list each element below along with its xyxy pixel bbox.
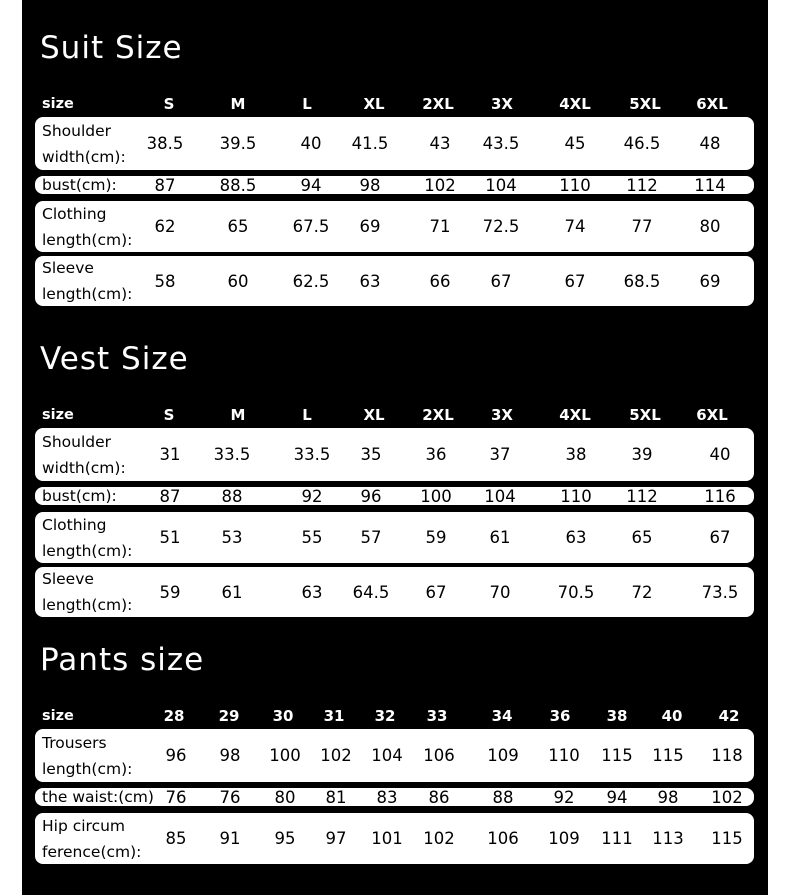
suit-value-cell: 62 xyxy=(154,217,176,236)
suit-value-cell: 77 xyxy=(631,217,653,236)
suit-size-header: 3X xyxy=(490,95,514,113)
row-label-line: bust(cm): xyxy=(42,487,117,505)
pants-value-cell: 101 xyxy=(371,829,403,848)
vest-value-cell: 72 xyxy=(631,582,653,602)
pants-value-cell: 109 xyxy=(487,746,519,765)
pants-value-cell: 106 xyxy=(423,746,455,765)
row-label-line: length(cm): xyxy=(42,759,133,778)
pants-row-label xyxy=(42,813,141,864)
suit-value-cell: 43.5 xyxy=(482,134,520,153)
vest-value-cell: 100 xyxy=(420,486,452,506)
pants-value-cell: 104 xyxy=(371,746,403,765)
pants-value-cell: 81 xyxy=(325,787,347,807)
suit-value-cell: 88.5 xyxy=(219,175,257,195)
vest-value-cell: 39 xyxy=(631,445,653,464)
suit-value-cell: 48 xyxy=(699,134,721,153)
suit-value-cell: 65 xyxy=(227,217,249,236)
pants-row-label xyxy=(42,729,132,782)
pants-value-cell: 88 xyxy=(492,787,514,807)
vest-value-cell: 104 xyxy=(484,486,516,506)
vest-table-row xyxy=(35,512,754,563)
vest-size-header: 3X xyxy=(490,406,514,424)
vest-size-header: S xyxy=(163,406,175,424)
suit-value-cell: 110 xyxy=(559,175,591,195)
pants-value-cell: 115 xyxy=(711,829,743,848)
pants-value-cell: 80 xyxy=(274,787,296,807)
vest-size-header: 2XL xyxy=(422,406,454,424)
pants-value-cell: 94 xyxy=(606,787,628,807)
vest-size-header: 5XL xyxy=(629,406,661,424)
suit-table-row xyxy=(35,256,754,306)
pants-header-row xyxy=(35,705,754,727)
vest-table-row xyxy=(35,487,754,505)
row-label-line: Shoulder xyxy=(42,121,112,140)
row-label-line: Clothing xyxy=(42,515,107,534)
vest-value-cell: 36 xyxy=(425,445,447,464)
suit-size-label: size xyxy=(42,96,74,112)
vest-value-cell: 92 xyxy=(301,486,323,506)
suit-value-cell: 98 xyxy=(359,175,381,195)
row-label-line: length(cm): xyxy=(42,285,133,303)
vest-size-header: XL xyxy=(363,406,385,424)
suit-value-cell: 39.5 xyxy=(219,134,257,153)
vest-value-cell: 112 xyxy=(626,486,658,506)
suit-value-cell: 43 xyxy=(429,134,451,153)
suit-value-cell: 66 xyxy=(429,271,451,291)
row-label-line: bust(cm): xyxy=(42,176,117,194)
pants-value-cell: 100 xyxy=(269,746,301,765)
pants-value-cell: 76 xyxy=(165,787,187,807)
pants-size-header: 31 xyxy=(323,707,345,725)
pants-size-header: 36 xyxy=(549,707,571,725)
vest-value-cell: 73.5 xyxy=(701,582,739,602)
pants-table-row xyxy=(35,813,754,864)
vest-value-cell: 64.5 xyxy=(352,582,390,602)
suit-value-cell: 104 xyxy=(485,175,517,195)
suit-value-cell: 40 xyxy=(300,134,322,153)
pants-value-cell: 110 xyxy=(548,746,580,765)
pants-size-header: 32 xyxy=(374,707,396,725)
suit-table-row xyxy=(35,201,754,252)
pants-size-header: 40 xyxy=(661,707,683,725)
suit-value-cell: 69 xyxy=(359,217,381,236)
row-label-line: length(cm): xyxy=(42,596,133,614)
pants-value-cell: 86 xyxy=(428,787,450,807)
suit-value-cell: 69 xyxy=(699,271,721,291)
suit-value-cell: 46.5 xyxy=(623,134,661,153)
suit-value-cell: 67 xyxy=(490,271,512,291)
vest-value-cell: 87 xyxy=(159,486,181,506)
suit-value-cell: 62.5 xyxy=(292,271,330,291)
vest-row-label xyxy=(42,428,126,481)
suit-value-cell: 38.5 xyxy=(146,134,184,153)
suit-value-cell: 87 xyxy=(154,175,176,195)
vest-value-cell: 53 xyxy=(221,528,243,547)
pants-value-cell: 96 xyxy=(165,746,187,765)
row-label-line: length(cm): xyxy=(42,541,133,560)
suit-value-cell: 112 xyxy=(626,175,658,195)
suit-value-cell: 74 xyxy=(564,217,586,236)
row-label-line: Shoulder xyxy=(42,432,112,451)
row-label-line: ference(cm): xyxy=(42,842,142,861)
vest-value-cell: 110 xyxy=(560,486,592,506)
pants-size-header: 38 xyxy=(606,707,628,725)
pants-value-cell: 102 xyxy=(320,746,352,765)
suit-value-cell: 60 xyxy=(227,271,249,291)
vest-value-cell: 38 xyxy=(565,445,587,464)
vest-row-label xyxy=(42,487,117,505)
pants-value-cell: 92 xyxy=(553,787,575,807)
suit-value-cell: 68.5 xyxy=(623,271,661,291)
pants-size-header: 30 xyxy=(272,707,294,725)
pants-value-cell: 97 xyxy=(325,829,347,848)
pants-value-cell: 95 xyxy=(274,829,296,848)
suit-value-cell: 41.5 xyxy=(351,134,389,153)
vest-value-cell: 70 xyxy=(489,582,511,602)
vest-row-label xyxy=(42,512,132,563)
suit-value-cell: 45 xyxy=(564,134,586,153)
row-label-line: the waist:(cm) xyxy=(42,788,154,806)
vest-table-row xyxy=(35,428,754,481)
vest-row-label xyxy=(42,567,132,617)
vest-value-cell: 35 xyxy=(360,445,382,464)
suit-value-cell: 94 xyxy=(300,175,322,195)
vest-value-cell: 63 xyxy=(565,528,587,547)
vest-value-cell: 57 xyxy=(360,528,382,547)
suit-value-cell: 63 xyxy=(359,271,381,291)
pants-value-cell: 118 xyxy=(711,746,743,765)
vest-value-cell: 70.5 xyxy=(557,582,595,602)
pants-value-cell: 113 xyxy=(652,829,684,848)
vest-value-cell: 88 xyxy=(221,486,243,506)
suit-row-label xyxy=(42,256,132,306)
vest-size-header: 6XL xyxy=(696,406,728,424)
vest-value-cell: 116 xyxy=(704,486,736,506)
vest-value-cell: 65 xyxy=(631,528,653,547)
vest-value-cell: 63 xyxy=(301,582,323,602)
pants-size-label: size xyxy=(42,708,74,724)
suit-header-row xyxy=(35,93,754,115)
vest-size-header: M xyxy=(230,406,246,424)
pants-size-header: 33 xyxy=(426,707,448,725)
row-label-line: width(cm): xyxy=(42,147,126,166)
suit-table-row xyxy=(35,117,754,170)
suit-size-header: 5XL xyxy=(629,95,661,113)
suit-value-cell: 71 xyxy=(429,217,451,236)
vest-value-cell: 31 xyxy=(159,445,181,464)
pants-table-row xyxy=(35,788,754,806)
row-label-line: Clothing xyxy=(42,204,107,223)
pants-value-cell: 111 xyxy=(601,829,633,848)
pants-value-cell: 106 xyxy=(487,829,519,848)
suit-title: Suit Size xyxy=(40,30,183,66)
row-label-line: length(cm): xyxy=(42,230,133,249)
vest-value-cell: 33.5 xyxy=(213,445,251,464)
suit-value-cell: 58 xyxy=(154,271,176,291)
suit-size-header: 6XL xyxy=(696,95,728,113)
row-label-line: width(cm): xyxy=(42,458,126,477)
pants-value-cell: 115 xyxy=(652,746,684,765)
vest-size-header: L xyxy=(302,406,312,424)
suit-row-label xyxy=(42,176,117,194)
pants-title: Pants size xyxy=(40,642,205,678)
pants-value-cell: 98 xyxy=(657,787,679,807)
pants-value-cell: 76 xyxy=(219,787,241,807)
suit-row-label xyxy=(42,201,132,252)
suit-value-cell: 102 xyxy=(424,175,456,195)
vest-title: Vest Size xyxy=(40,341,189,377)
pants-value-cell: 102 xyxy=(423,829,455,848)
row-label-line: Sleeve xyxy=(42,259,94,277)
vest-value-cell: 61 xyxy=(221,582,243,602)
pants-size-header: 28 xyxy=(163,707,185,725)
pants-size-header: 42 xyxy=(718,707,740,725)
pants-value-cell: 85 xyxy=(165,829,187,848)
vest-value-cell: 61 xyxy=(489,528,511,547)
vest-value-cell: 59 xyxy=(159,582,181,602)
pants-size-header: 29 xyxy=(218,707,240,725)
vest-size-label: size xyxy=(42,407,74,423)
pants-value-cell: 109 xyxy=(548,829,580,848)
suit-size-header: 2XL xyxy=(422,95,454,113)
pants-value-cell: 102 xyxy=(711,787,743,807)
vest-value-cell: 55 xyxy=(301,528,323,547)
vest-value-cell: 37 xyxy=(489,445,511,464)
suit-row-label xyxy=(42,117,126,170)
pants-value-cell: 83 xyxy=(376,787,398,807)
suit-size-header: 4XL xyxy=(559,95,591,113)
pants-value-cell: 91 xyxy=(219,829,241,848)
pants-row-label xyxy=(42,788,154,806)
suit-size-header: XL xyxy=(363,95,385,113)
vest-value-cell: 51 xyxy=(159,528,181,547)
suit-value-cell: 67.5 xyxy=(292,217,330,236)
vest-table-row xyxy=(35,567,754,617)
suit-size-header: S xyxy=(163,95,175,113)
suit-table-row xyxy=(35,176,754,194)
vest-value-cell: 40 xyxy=(709,445,731,464)
suit-size-header: L xyxy=(302,95,312,113)
vest-header-row xyxy=(35,404,754,426)
vest-value-cell: 33.5 xyxy=(293,445,331,464)
pants-value-cell: 98 xyxy=(219,746,241,765)
suit-value-cell: 67 xyxy=(564,271,586,291)
vest-value-cell: 67 xyxy=(425,582,447,602)
suit-value-cell: 114 xyxy=(694,175,726,195)
vest-value-cell: 67 xyxy=(709,528,731,547)
row-label-line: Trousers xyxy=(42,733,107,752)
pants-size-header: 34 xyxy=(491,707,513,725)
suit-value-cell: 72.5 xyxy=(482,217,520,236)
vest-size-header: 4XL xyxy=(559,406,591,424)
row-label-line: Hip circum xyxy=(42,816,126,835)
vest-value-cell: 96 xyxy=(360,486,382,506)
suit-size-header: M xyxy=(230,95,246,113)
vest-value-cell: 59 xyxy=(425,528,447,547)
suit-value-cell: 80 xyxy=(699,217,721,236)
pants-table-row xyxy=(35,729,754,782)
row-label-line: Sleeve xyxy=(42,570,94,588)
pants-value-cell: 115 xyxy=(601,746,633,765)
